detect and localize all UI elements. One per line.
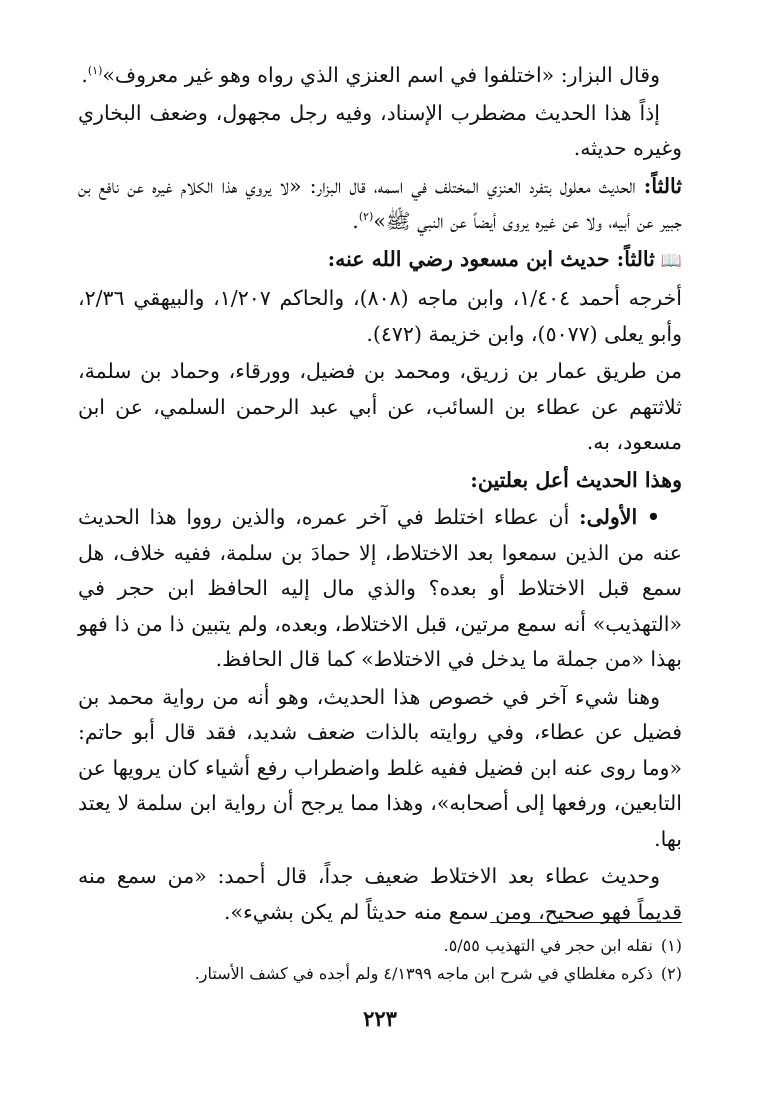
footnotes <box>78 932 682 988</box>
paragraph-ahmad-quote: وحديث عطاء بعد الاختلاط ضعيف جداً، قال أحمد: «من سمع منه قديماً فهو صحيح، ومن سمع منه حديثاً لم يكن بشيء». <box>78 864 682 924</box>
footnote-number: (١) <box>660 936 682 955</box>
book-icon: 📖 <box>660 250 682 271</box>
footnote-text: نقله ابن حجر في التهذيب ٥/٥٥. <box>443 936 653 955</box>
paragraph-takhrij: أخرجه أحمد ١/٤٠٤، وابن ماجه (٨٠٨)، والحاكم ١/٢٠٧، والبيهقي ٢/٣٦، وأبو يعلى (٥٠٧٧)، وابن خزيمة (٤٧٢). <box>78 286 682 346</box>
footnote-1 <box>78 932 682 960</box>
paragraph-first-defect: • الأولى: أن عطاء اختلط في آخر عمره، والذين رووا هذا الحديث عنه من الذين سمعوا بعد الاختلاط، إلا حمادَ بن سلمة، ففيه خلاف، هل سمع قبل الاختلاط أو بعده؟ والذي مال إليه الحافظ ابن حجر في «التهذيب» أنه سمع مرتين، قبل الاختلاط، وبعده، ولم يتبين ذا من ذا فهو بهذا «من جملة ما يدخل في الاختلاط» كما قال الحافظ. <box>78 505 682 671</box>
bullet: • <box>646 505 660 529</box>
section-heading-text: ثالثاً: حديث ابن مسعود رضي الله عنه: <box>327 246 655 271</box>
first-label: الأولى: <box>579 505 638 529</box>
footnote-text: ذكره مغلطاي في شرح ابن ماجه ٤/١٣٩٩ ولم أجده في كشف الأستار. <box>194 964 653 983</box>
footnote-ref-2: (٢) <box>358 210 374 224</box>
page-number: ٢٢٣ <box>363 1006 397 1031</box>
paragraph-ibn-fudayl: وهنا شيء آخر في خصوص هذا الحديث، وهو أنه من رواية محمد بن فضيل عن عطاء، وفي روايته بالذات ضعف شديد، فقد قال أبو حاتم: «وما روى عنه ابن فضيل ففيه غلط واضطراب رفع أشياء كان يرويها عن التابعين، ورفعها إلى أصحابه»، وهذا مما يرجح أن رواية ابن سلمة لا يعتد بها. <box>78 684 682 851</box>
main-text <box>78 58 682 930</box>
third-label: ثالثاً: <box>643 173 682 198</box>
subheading-two-defects: وهذا الحديث أعل بعلتين: <box>470 467 682 492</box>
footnote-number: (٢) <box>660 964 682 983</box>
footnote-2 <box>78 960 682 988</box>
section-heading <box>78 242 682 280</box>
paragraph-chain: من طريق عمار بن زريق، ومحمد بن فضيل، وورقاء، وحماد بن سلمة، ثلاثتهم عن عطاء بن السائب، عن أبي عبد الرحمن السلمي، عن ابن مسعود، به. <box>78 359 682 454</box>
paragraph-conclusion: إذاً هذا الحديث مضطرب الإسناد، وفيه رجل مجهول، وضعف البخاري وغيره حديثه. <box>78 100 682 160</box>
paragraph-bazzar-quote: وقال البزار: «اختلفوا في اسم العنزي الذي رواه وهو غير معروف»$^{(١)}$. <box>81 63 660 87</box>
footnote-ref-1: (١) <box>87 64 103 78</box>
footnote-divider <box>490 922 682 923</box>
paragraph-third-reason: ثالثاً: الحديث معلول بتفرد العنزي المختلف في اسمه، قال البزار: «لا يروي هذا الكلام غيره عن نافع بن جبير عن أبيه، ولا عن غيره يروى أيضاً عن النبي ﷺ»$^{(٢)}$. <box>78 173 682 233</box>
